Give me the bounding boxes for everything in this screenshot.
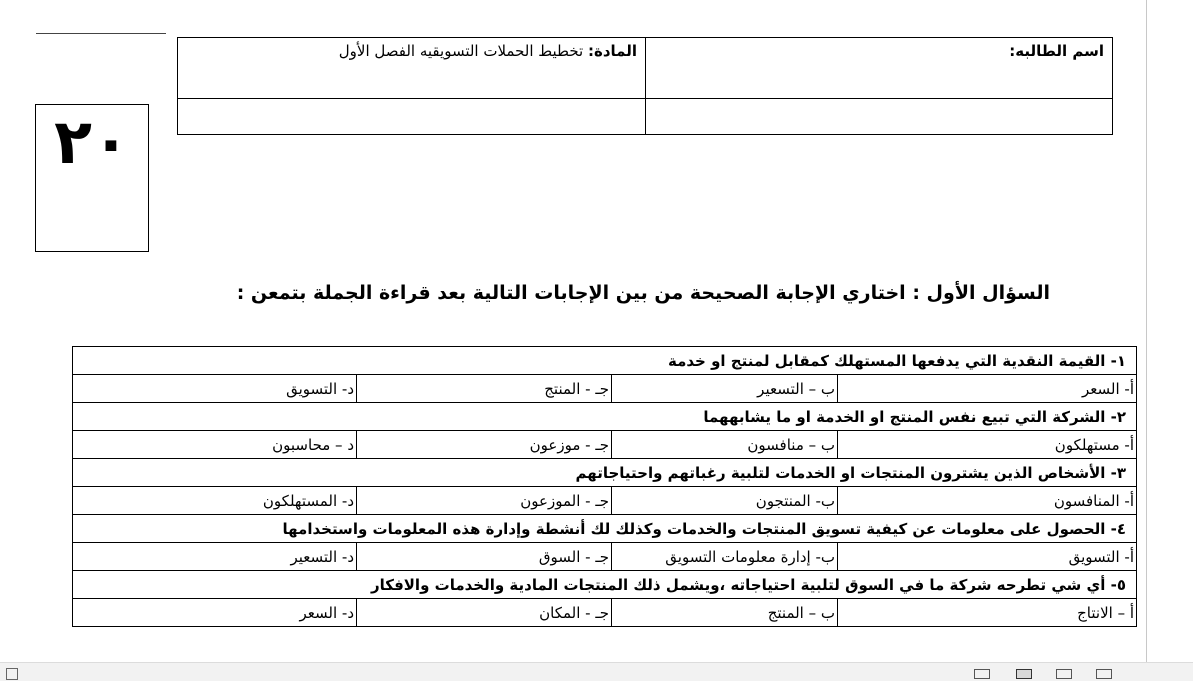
question-stem: ١- القيمة النقدية التي يدفعها المستهلك كمقابل لمنتج او خدمة xyxy=(73,347,1137,375)
answer-option[interactable]: جـ - المنتج xyxy=(357,375,612,403)
answer-option[interactable]: جـ - المكان xyxy=(357,599,612,627)
top-rule xyxy=(36,33,166,34)
options-row xyxy=(73,487,1137,515)
answer-option[interactable]: ب – التسعير xyxy=(612,375,838,403)
question-row xyxy=(73,459,1137,487)
grade-box xyxy=(35,104,149,252)
question-stem: ٤- الحصول على معلومات عن كيفية تسويق المنتجات والخدمات وكذلك لك أنشطة وإدارة هذه المعلومات واستخدامها xyxy=(73,515,1137,543)
answer-option[interactable]: جـ - موزعون xyxy=(357,431,612,459)
web-layout-icon[interactable] xyxy=(1056,669,1072,679)
question-row xyxy=(73,347,1137,375)
student-name-cell[interactable] xyxy=(646,38,1113,99)
answer-option[interactable]: د – محاسبون xyxy=(73,431,357,459)
answer-option[interactable]: أ – الانتاج xyxy=(838,599,1137,627)
options-row xyxy=(73,431,1137,459)
answer-option[interactable]: د- السعر xyxy=(73,599,357,627)
subject-value: تخطيط الحملات التسويقيه الفصل الأول xyxy=(338,42,588,60)
empty-cell-left[interactable] xyxy=(178,99,646,135)
page-icon[interactable] xyxy=(6,668,18,680)
question-stem: ٣- الأشخاص الذين يشترون المنتجات او الخدمات لتلبية رغباتهم واحتياجاتهم xyxy=(73,459,1137,487)
page-edge xyxy=(1146,0,1147,662)
question-stem: ٢- الشركة التي تبيع نفس المنتج او الخدمة او ما يشابههما xyxy=(73,403,1137,431)
read-mode-icon[interactable] xyxy=(974,669,990,679)
answer-option[interactable]: د- التسعير xyxy=(73,543,357,571)
multi-page-icon[interactable] xyxy=(1096,669,1112,679)
question-stem: ٥- أي شي تطرحه شركة ما في السوق لتلبية احتياجاته ،ويشمل ذلك المنتجات المادية والخدمات والافكار xyxy=(73,571,1137,599)
header-table xyxy=(177,37,1113,135)
subject-cell[interactable] xyxy=(178,38,646,99)
answer-option[interactable]: ب- إدارة معلومات التسويق xyxy=(612,543,838,571)
question-title: السؤال الأول : اختاري الإجابة الصحيحة من بين الإجابات التالية بعد قراءة الجملة بتمعن : xyxy=(236,282,1050,304)
answer-option[interactable]: أ- مستهلكون xyxy=(838,431,1137,459)
grade-value: ٢٠ xyxy=(54,105,130,178)
question-row xyxy=(73,571,1137,599)
print-layout-icon[interactable] xyxy=(1016,669,1032,679)
questions-table xyxy=(72,346,1137,627)
answer-option[interactable]: أ- المنافسون xyxy=(838,487,1137,515)
options-row xyxy=(73,599,1137,627)
empty-cell-right[interactable] xyxy=(646,99,1113,135)
question-row xyxy=(73,515,1137,543)
options-row xyxy=(73,375,1137,403)
subject-label: المادة: xyxy=(587,42,637,60)
answer-option[interactable]: د- التسويق xyxy=(73,375,357,403)
answer-option[interactable]: ب – منافسون xyxy=(612,431,838,459)
answer-option[interactable]: د- المستهلكون xyxy=(73,487,357,515)
answer-option[interactable]: جـ - السوق xyxy=(357,543,612,571)
answer-option[interactable]: ب – المنتج xyxy=(612,599,838,627)
answer-option[interactable]: جـ - الموزعون xyxy=(357,487,612,515)
status-bar xyxy=(0,662,1193,681)
answer-option[interactable]: أ- التسويق xyxy=(838,543,1137,571)
answer-option[interactable]: أ- السعر xyxy=(838,375,1137,403)
student-name-label: اسم الطالبه: xyxy=(1009,42,1104,60)
answer-option[interactable]: ب- المنتجون xyxy=(612,487,838,515)
question-row xyxy=(73,403,1137,431)
options-row xyxy=(73,543,1137,571)
